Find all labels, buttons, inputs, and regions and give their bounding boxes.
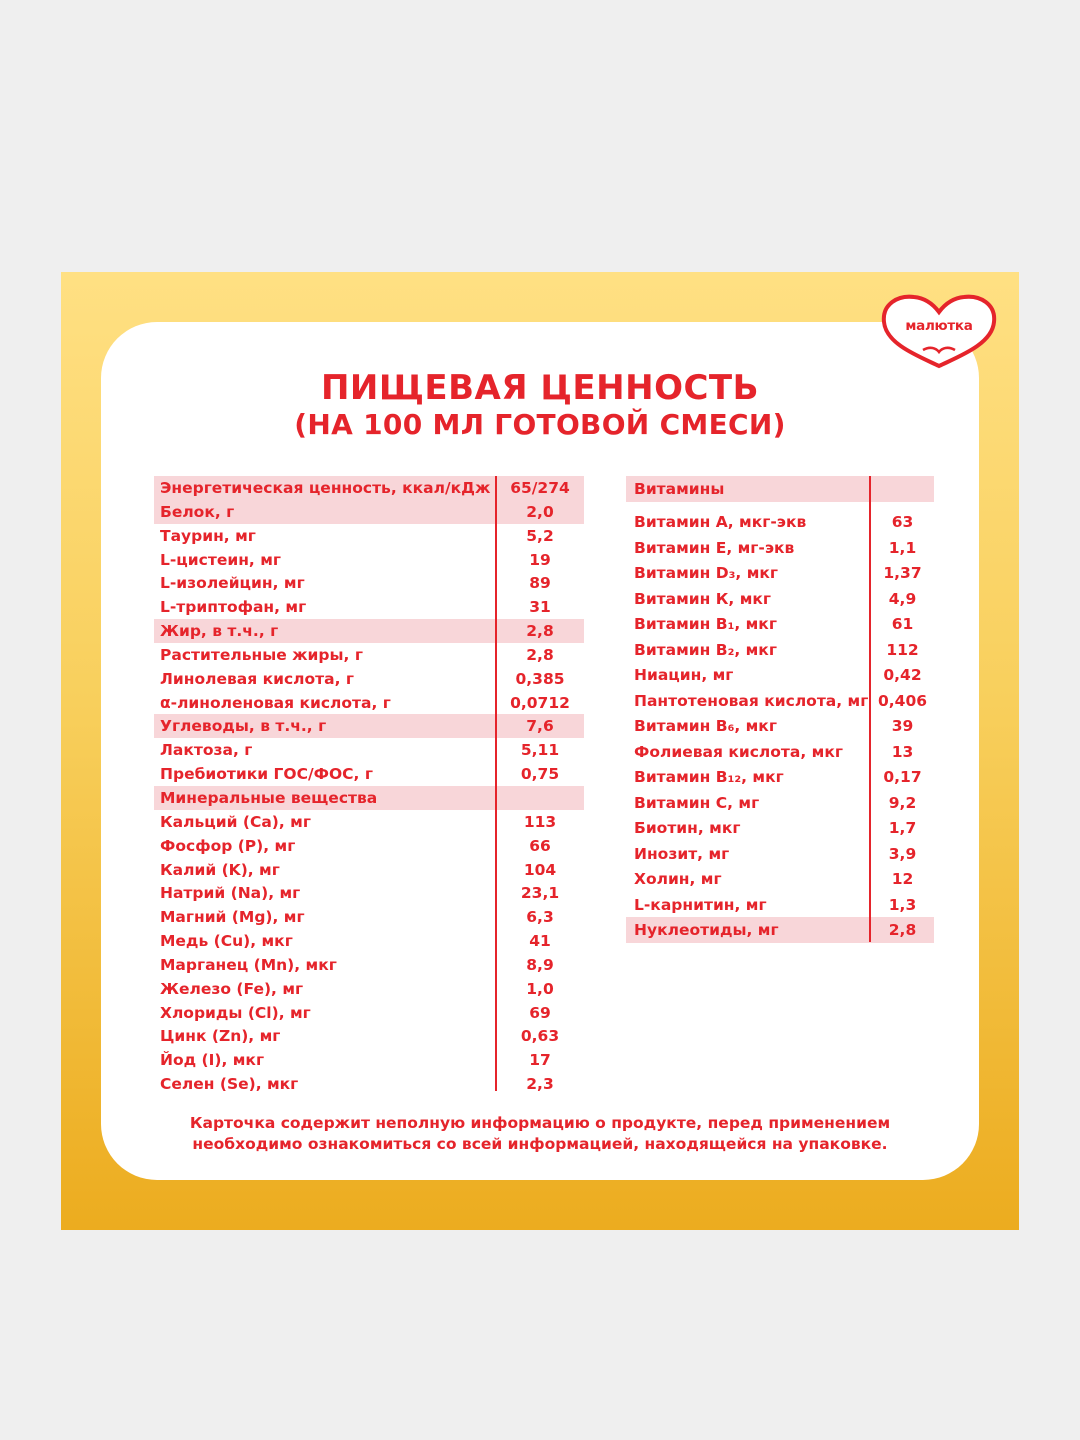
table-row [626, 611, 934, 637]
nutrient-value: 8,9 [526, 955, 554, 974]
table-row [154, 1001, 584, 1025]
table-row [626, 892, 934, 918]
nutrient-value: 13 [891, 742, 914, 761]
nutrient-label: Марганец (Mn), мкг [160, 955, 337, 974]
table-row [626, 586, 934, 612]
nutrient-label: Витамин B₁₂, мкг [634, 768, 784, 786]
nutrient-value: 0,63 [520, 1027, 560, 1046]
nutrient-label: L-триптофан, мг [160, 598, 307, 617]
nutrient-value: 63 [891, 513, 914, 531]
table-row [626, 764, 934, 790]
nutrient-label: Белок, г [160, 502, 235, 521]
nutrient-value: 66 [529, 836, 551, 855]
nutrient-label: Линолевая кислота, г [160, 669, 354, 688]
nutrient-value: 19 [529, 550, 551, 569]
table-row [154, 786, 584, 810]
table-row [154, 548, 584, 572]
table-row [626, 713, 934, 739]
table-row [154, 595, 584, 619]
nutrient-label: Жир, в т.ч., г [160, 622, 279, 641]
nutrient-value: 5,11 [520, 741, 560, 760]
nutrient-label: Калий (K), мг [160, 860, 280, 879]
nutrient-label: Инозит, мг [634, 844, 730, 863]
table-row [626, 841, 934, 867]
nutrient-value: 2,8 [888, 921, 917, 939]
nutrition-table-left [154, 476, 584, 1096]
table-row [626, 815, 934, 841]
nutrient-value: 3,9 [888, 844, 917, 863]
table-row [626, 637, 934, 663]
table-row [154, 714, 584, 738]
nutrient-value: 89 [529, 574, 551, 593]
nutrient-label: Железо (Fe), мг [160, 979, 304, 998]
nutrient-label: Нуклеотиды, мг [634, 921, 779, 939]
nutrient-value: 69 [529, 1003, 551, 1022]
nutrient-label: Магний (Mg), мг [160, 908, 305, 927]
table-row [626, 790, 934, 816]
nutrient-label: Селен (Se), мкг [160, 1075, 299, 1094]
nutrient-value: 12 [891, 870, 914, 888]
nutrient-value: 9,2 [888, 793, 917, 812]
table-row [154, 524, 584, 548]
brand-logo [878, 292, 1000, 370]
nutrient-value: 1,0 [526, 979, 554, 998]
nutrient-label: Витамин С, мг [634, 793, 760, 812]
nutrient-label: Медь (Cu), мкг [160, 932, 293, 951]
nutrient-label: Витамин B₆, мкг [634, 717, 777, 735]
nutrient-value: 2,8 [526, 645, 554, 664]
nutrient-label: Холин, мг [634, 870, 722, 888]
nutrient-label: Витамин А, мкг-экв [634, 513, 807, 531]
table-row [154, 667, 584, 691]
nutrient-value: 0,406 [877, 691, 928, 710]
table-row [626, 535, 934, 561]
nutrient-label: Цинк (Zn), мг [160, 1027, 281, 1046]
vitamins-table [626, 476, 934, 943]
disclaimer-line: Карточка содержит неполную информацию о продукте, перед применением [189, 1114, 891, 1132]
nutrient-label: Энергетическая ценность, ккал/кДж [160, 479, 491, 497]
nutrient-label: Минеральные вещества [160, 788, 378, 807]
nutrient-label: Витамин B₂, мкг [634, 640, 777, 659]
nutrient-value: 1,37 [883, 564, 922, 582]
nutrient-label: Натрий (Na), мг [160, 884, 301, 903]
nutrient-value: 112 [886, 640, 919, 659]
logo-wordmark: малютка [905, 318, 973, 334]
table-row [626, 560, 934, 586]
nutrient-value: 65/274 [510, 479, 570, 497]
nutrient-label: L-изолейцин, мг [160, 574, 305, 593]
nutrient-value: 113 [523, 812, 557, 831]
table-row [154, 1048, 584, 1072]
nutrient-label: Йод (I), мкг [160, 1051, 265, 1070]
table-row [154, 500, 584, 524]
table-row [154, 810, 584, 834]
nutrient-value: 39 [891, 717, 914, 735]
table-row [626, 688, 934, 714]
nutrient-value: 31 [529, 598, 551, 617]
table-row [154, 905, 584, 929]
section-title: Витамины [634, 480, 725, 498]
table-row [626, 739, 934, 765]
nutrient-value: 1,7 [888, 819, 917, 837]
table-row [154, 1024, 584, 1048]
nutrient-label: L-цистеин, мг [160, 550, 281, 569]
nutrient-value: 7,6 [526, 717, 554, 736]
table-row [154, 691, 584, 715]
table-row [626, 509, 934, 535]
nutrient-value: 104 [523, 860, 557, 879]
nutrient-value: 5,2 [526, 526, 554, 545]
nutrient-label: Пребиотики ГОС/ФОС, г [160, 765, 373, 784]
nutrient-label: Фосфор (P), мг [160, 836, 296, 855]
table-row [154, 977, 584, 1001]
nutrient-value: 0,75 [520, 765, 560, 784]
nutrient-label: Хлориды (Cl), мг [160, 1003, 311, 1022]
nutrient-value: 0,0712 [510, 693, 570, 712]
page-title: ПИЩЕВАЯ ЦЕННОСТЬ [320, 368, 760, 408]
column-divider [495, 476, 497, 1091]
table-row [154, 929, 584, 953]
table-row [154, 1072, 584, 1096]
nutrient-value: 17 [529, 1051, 551, 1070]
nutrient-value: 2,0 [526, 502, 554, 521]
nutrient-value: 2,8 [526, 622, 554, 641]
table-row [154, 834, 584, 858]
nutrient-label: Витамин B₁, мкг [634, 615, 777, 633]
nutrient-value: 0,42 [883, 666, 922, 684]
table-row [626, 917, 934, 943]
table-row [626, 662, 934, 688]
table-row [154, 858, 584, 882]
nutrient-label: Ниацин, мг [634, 666, 734, 684]
table-row [626, 866, 934, 892]
nutrient-label: Витамин Е, мг-экв [634, 538, 795, 557]
nutrient-label: α-линоленовая кислота, г [160, 693, 391, 712]
nutrient-label: Биотин, мкг [634, 819, 741, 837]
disclaimer-note [101, 1113, 979, 1155]
table-row [154, 476, 584, 500]
nutrient-label: Углеводы, в т.ч., г [160, 717, 327, 736]
disclaimer-line: необходимо ознакомиться со всей информацией, находящейся на упаковке. [192, 1135, 888, 1153]
nutrient-value: 4,9 [888, 589, 917, 608]
section-gap [626, 502, 934, 509]
page-subtitle: (НА 100 МЛ ГОТОВОЙ СМЕСИ) [294, 408, 786, 441]
table-row [154, 571, 584, 595]
nutrient-label: Растительные жиры, г [160, 645, 363, 664]
table-row [154, 643, 584, 667]
nutrient-value: 1,3 [888, 895, 917, 914]
nutrient-value: 6,3 [526, 908, 554, 927]
nutrient-value: 2,3 [526, 1075, 554, 1094]
nutrient-value: 23,1 [520, 884, 560, 903]
nutrient-value: 1,1 [888, 538, 917, 557]
nutrient-label: Фолиевая кислота, мкг [634, 742, 843, 761]
nutrient-label: Кальций (Ca), мг [160, 812, 311, 831]
nutrient-label: Витамин К, мкг [634, 589, 771, 608]
table-section-header [626, 476, 934, 502]
nutrient-label: L-карнитин, мг [634, 895, 767, 914]
nutrient-value: 41 [529, 932, 551, 951]
nutrient-value: 0,385 [515, 669, 565, 688]
table-row [154, 881, 584, 905]
nutrient-value: 61 [891, 615, 914, 633]
table-row [154, 738, 584, 762]
table-row [154, 762, 584, 786]
nutrient-value: 0,17 [883, 768, 922, 786]
nutrient-label: Лактоза, г [160, 741, 253, 760]
nutrient-label: Пантотеновая кислота, мг [634, 691, 869, 710]
table-row [154, 953, 584, 977]
nutrient-label: Таурин, мг [160, 526, 256, 545]
nutrient-label: Витамин D₃, мкг [634, 564, 778, 582]
table-row [154, 619, 584, 643]
column-divider [869, 476, 871, 942]
